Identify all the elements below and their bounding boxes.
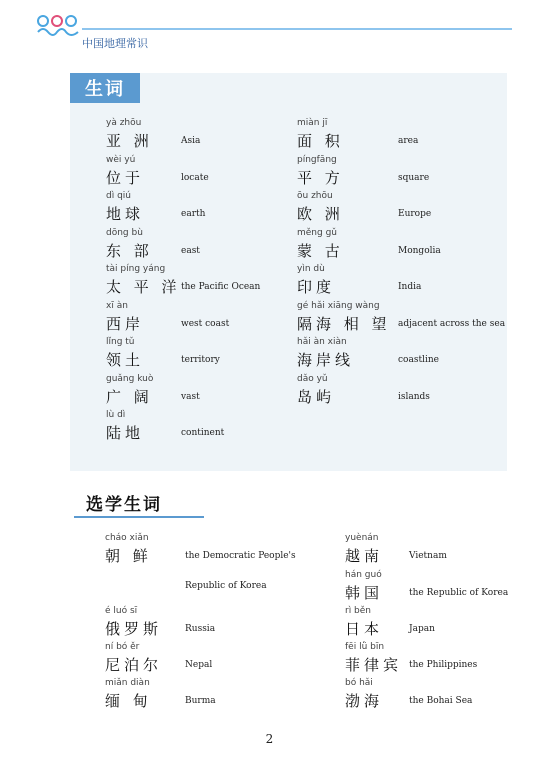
vocab-entry: [297, 191, 502, 229]
vocab-hanzi: 海岸线: [297, 351, 355, 369]
vocab-english: Europe: [398, 209, 432, 219]
vocab-hanzi: 印度: [297, 278, 336, 296]
vocab-pinyin: yìn dù: [297, 264, 325, 274]
vocab-hanzi: 尼泊尔: [105, 656, 163, 674]
vocab-english: the Democratic People's: [185, 551, 296, 561]
optional-section-title: 选学生词: [86, 495, 162, 515]
vocab-english: India: [398, 282, 422, 292]
vocab-hanzi: 陆地: [106, 424, 145, 442]
vocab-hanzi: 面 积: [297, 132, 344, 150]
vocab-english: Mongolia: [398, 245, 441, 256]
vocab-english: Nepal: [185, 660, 213, 670]
vocab-hanzi: 西岸: [106, 314, 145, 333]
vocab-entry: [105, 642, 305, 680]
vocab-english: locate: [181, 172, 209, 183]
vocab-pinyin: guǎng kuò: [106, 373, 154, 384]
vocab-pinyin: rì běn: [345, 606, 372, 616]
page-number: 2: [265, 732, 274, 746]
vocab-hanzi: 蒙 古: [297, 241, 344, 260]
vocab-entry: [345, 533, 530, 571]
vocab-entry: [297, 155, 502, 193]
header-title: 中国地理常识: [82, 37, 148, 50]
vocab-english: square: [398, 172, 430, 183]
vocab-hanzi: 太 平 洋: [106, 278, 181, 296]
vocab-entry: [345, 606, 530, 644]
vocab-entry: [106, 337, 286, 375]
vocab-pinyin: lù dì: [106, 410, 126, 420]
vocab-pinyin: xī àn: [106, 300, 128, 311]
vocab-english: the Republic of Korea: [409, 588, 509, 598]
vocab-hanzi: 缅 甸: [105, 692, 152, 710]
vocab-pinyin: dǎo yǔ: [297, 373, 328, 384]
vocab-english: vast: [181, 391, 200, 402]
vocab-pinyin: píngfāng: [297, 154, 337, 165]
vocab-hanzi: 韩国: [345, 584, 384, 602]
vocab-english: Vietnam: [409, 551, 447, 561]
vocab-pinyin: miàn jī: [297, 118, 328, 128]
vocab-entry: [105, 678, 305, 716]
vocab-hanzi: 位于: [106, 168, 145, 187]
vocab-english: islands: [398, 391, 430, 402]
vocab-english: coastline: [398, 355, 439, 365]
vocab-english: the Philippines: [409, 660, 478, 670]
vocab-english: adjacent across the sea: [398, 318, 506, 329]
vocab-pinyin: dōng bù: [106, 227, 143, 238]
vocab-hanzi: 日本: [345, 620, 384, 638]
vocab-hanzi: 东 部: [106, 241, 153, 260]
vocab-english: Asia: [181, 136, 201, 146]
vocab-entry: [106, 228, 286, 266]
vocab-hanzi: 隔海 相 望: [297, 314, 391, 333]
vocab-hanzi: 平 方: [297, 168, 344, 187]
vocab-english: the Bohai Sea: [409, 696, 473, 706]
vocab-entry: [105, 533, 305, 591]
vocab-pinyin: tài píng yáng: [106, 264, 166, 274]
vocab-pinyin: miǎn diàn: [105, 678, 150, 688]
vocab-hanzi: 亚 洲: [106, 132, 153, 150]
vocab-hanzi: 菲律宾: [345, 656, 403, 674]
vocab-pinyin: yuènán: [345, 533, 379, 543]
vocab-entry: [297, 337, 502, 375]
vocab-pinyin: fēi lǜ bīn: [345, 642, 385, 652]
vocab-entry: [297, 228, 502, 266]
vocab-pinyin: hán guó: [345, 570, 382, 580]
vocab-pinyin: ōu zhōu: [297, 191, 333, 201]
vocab-pinyin: měng gǔ: [297, 227, 337, 238]
vocab-english: Russia: [185, 624, 216, 634]
vocab-pinyin: dì qiú: [106, 191, 131, 201]
vocab-entry: [345, 642, 530, 680]
vocab-entry: [105, 606, 305, 644]
vocab-entry: [106, 155, 286, 193]
vocab-entry: [106, 191, 286, 229]
vocab-entry: [297, 264, 502, 302]
vocab-english: the Pacific Ocean: [181, 282, 261, 292]
vocab-entry: [297, 300, 506, 339]
vocab-entry: [106, 374, 286, 412]
vocab-pinyin: cháo xiǎn: [105, 533, 149, 543]
vocab-hanzi: 渤海: [345, 692, 384, 710]
vocab-english: area: [398, 136, 419, 146]
vocab-entry: [106, 410, 286, 448]
vocab-hanzi: 越南: [345, 547, 384, 565]
page-header: [0, 0, 539, 60]
vocab-pinyin: bó hǎi: [345, 678, 373, 688]
vocab-pinyin: hǎi àn xiàn: [297, 337, 347, 347]
vocab-pinyin: é luó sī: [105, 606, 138, 616]
vocab-pinyin: gé hǎi xiāng wàng: [297, 300, 380, 311]
vocab-hanzi: 欧 洲: [297, 205, 344, 223]
vocab-english: Burma: [185, 696, 216, 706]
vocab-entry: [345, 678, 530, 716]
vocab-entry: [297, 118, 502, 156]
header-rule: [82, 28, 512, 30]
logo-icon: [36, 12, 80, 38]
vocab-pinyin: lǐng tǔ: [106, 337, 135, 347]
vocab-hanzi: 朝 鲜: [105, 547, 152, 565]
optional-section-rule: [74, 516, 204, 518]
vocab-hanzi: 俄罗斯: [105, 620, 163, 638]
vocab-entry: [106, 264, 286, 302]
vocab-hanzi: 领土: [106, 351, 145, 369]
vocab-entry: [345, 570, 530, 608]
vocab-pinyin: ní bó ěr: [105, 642, 140, 652]
vocab-pinyin: wèi yú: [106, 154, 136, 165]
vocab-english: east: [181, 245, 200, 256]
section-title: 生词: [70, 73, 140, 103]
vocab-pinyin: yà zhōu: [106, 118, 142, 128]
vocab-entry: [106, 301, 286, 339]
vocab-english: continent: [181, 428, 225, 438]
vocab-english-continued: Republic of Korea: [185, 581, 267, 591]
vocab-hanzi: 广 阔: [106, 387, 153, 406]
vocab-entry: [106, 118, 286, 156]
vocab-english: territory: [181, 355, 220, 365]
vocab-hanzi: 地球: [106, 205, 145, 223]
vocab-entry: [297, 374, 502, 412]
vocab-hanzi: 岛屿: [297, 387, 336, 406]
vocab-english: earth: [181, 209, 206, 219]
vocab-english: west coast: [181, 318, 230, 329]
vocab-english: Japan: [409, 624, 435, 634]
